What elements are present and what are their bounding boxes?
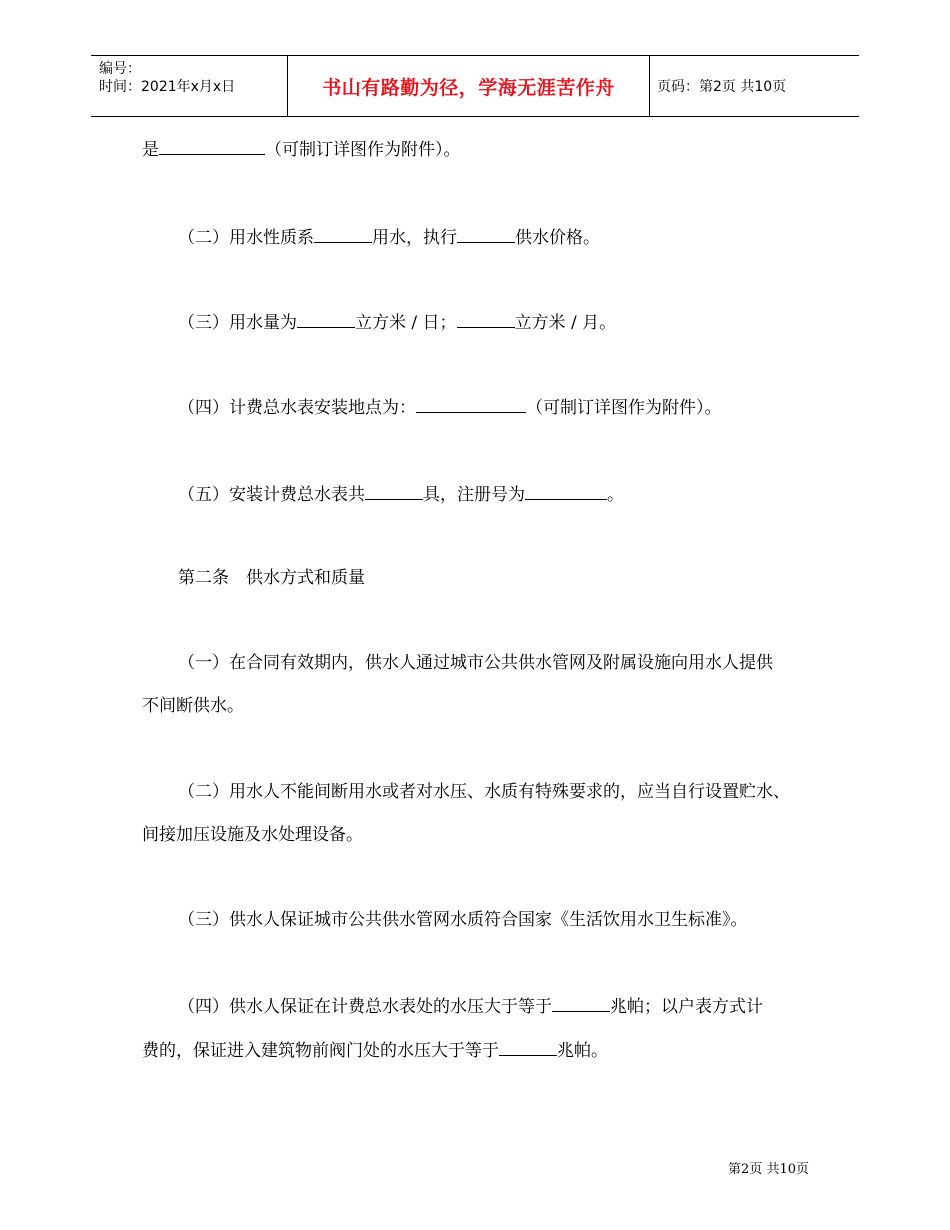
text: 供水价格。 <box>515 228 600 248</box>
paragraph-text: （二）用水人不能间断用水或者对水压、水质有特殊要求的，应当自行设置贮水、 <box>178 782 790 802</box>
header-meta <box>99 60 235 96</box>
article-heading: 第二条 供水方式和质量 <box>178 568 365 588</box>
paragraph-text: （三）供水人保证城市公共供水管网水质符合国家《生活饮用水卫生标准》。 <box>178 910 748 930</box>
fill-blank <box>525 481 607 500</box>
text: （可制订详图作为附件）。 <box>265 140 461 160</box>
text: （五）安装计费总水表共 <box>178 485 365 505</box>
text: （三）用水量为 <box>178 313 297 333</box>
number-label: 编号： <box>99 61 141 77</box>
text: 立方米 / 日； <box>355 313 457 333</box>
text: 兆帕。 <box>557 1041 608 1061</box>
fill-blank <box>159 136 265 155</box>
fill-blank <box>416 394 526 413</box>
fill-blank <box>457 309 515 328</box>
header-motto: 书山有路勤为径，学海无涯苦作舟 <box>322 76 615 99</box>
fill-blank <box>365 481 423 500</box>
text: 是 <box>142 140 159 160</box>
text: （二）用水性质系 <box>178 228 314 248</box>
header-page-info: 页码：第2页 共10页 <box>657 79 787 95</box>
line-attachment <box>142 136 461 162</box>
paragraph-text: 间接加压设施及水处理设备。 <box>142 825 363 845</box>
paragraph-text: （一）在合同有效期内，供水人通过城市公共供水管网及附属设施向用水人提供 <box>178 653 773 673</box>
footer-page-number: 第2页 共10页 <box>728 1162 809 1177</box>
text: 具，注册号为 <box>423 485 525 505</box>
text: 兆帕；以户表方式计 <box>610 997 763 1017</box>
clause-water-pressure <box>178 993 763 1019</box>
fill-blank <box>314 224 372 243</box>
clause-water-volume <box>178 309 616 335</box>
text: 用水，执行 <box>372 228 457 248</box>
clause-water-pressure <box>142 1037 608 1063</box>
document-header <box>91 55 859 117</box>
fill-blank <box>297 309 355 328</box>
header-divider <box>649 56 650 116</box>
fill-blank <box>499 1037 557 1056</box>
clause-meter-location <box>178 394 722 420</box>
text: （可制订详图作为附件）。 <box>526 398 722 418</box>
fill-blank <box>552 993 610 1012</box>
time-label: 时间：2021年x月x日 <box>99 79 236 95</box>
clause-water-nature <box>178 224 600 250</box>
clause-meter-count <box>178 481 624 507</box>
text: （四）计费总水表安装地点为： <box>178 398 416 418</box>
text: 费的，保证进入建筑物前阀门处的水压大于等于 <box>142 1041 499 1061</box>
text: 。 <box>607 485 624 505</box>
fill-blank <box>457 224 515 243</box>
text: （四）供水人保证在计费总水表处的水压大于等于 <box>178 997 552 1017</box>
paragraph-text: 不间断供水。 <box>142 696 244 716</box>
text: 立方米 / 月。 <box>514 313 617 333</box>
